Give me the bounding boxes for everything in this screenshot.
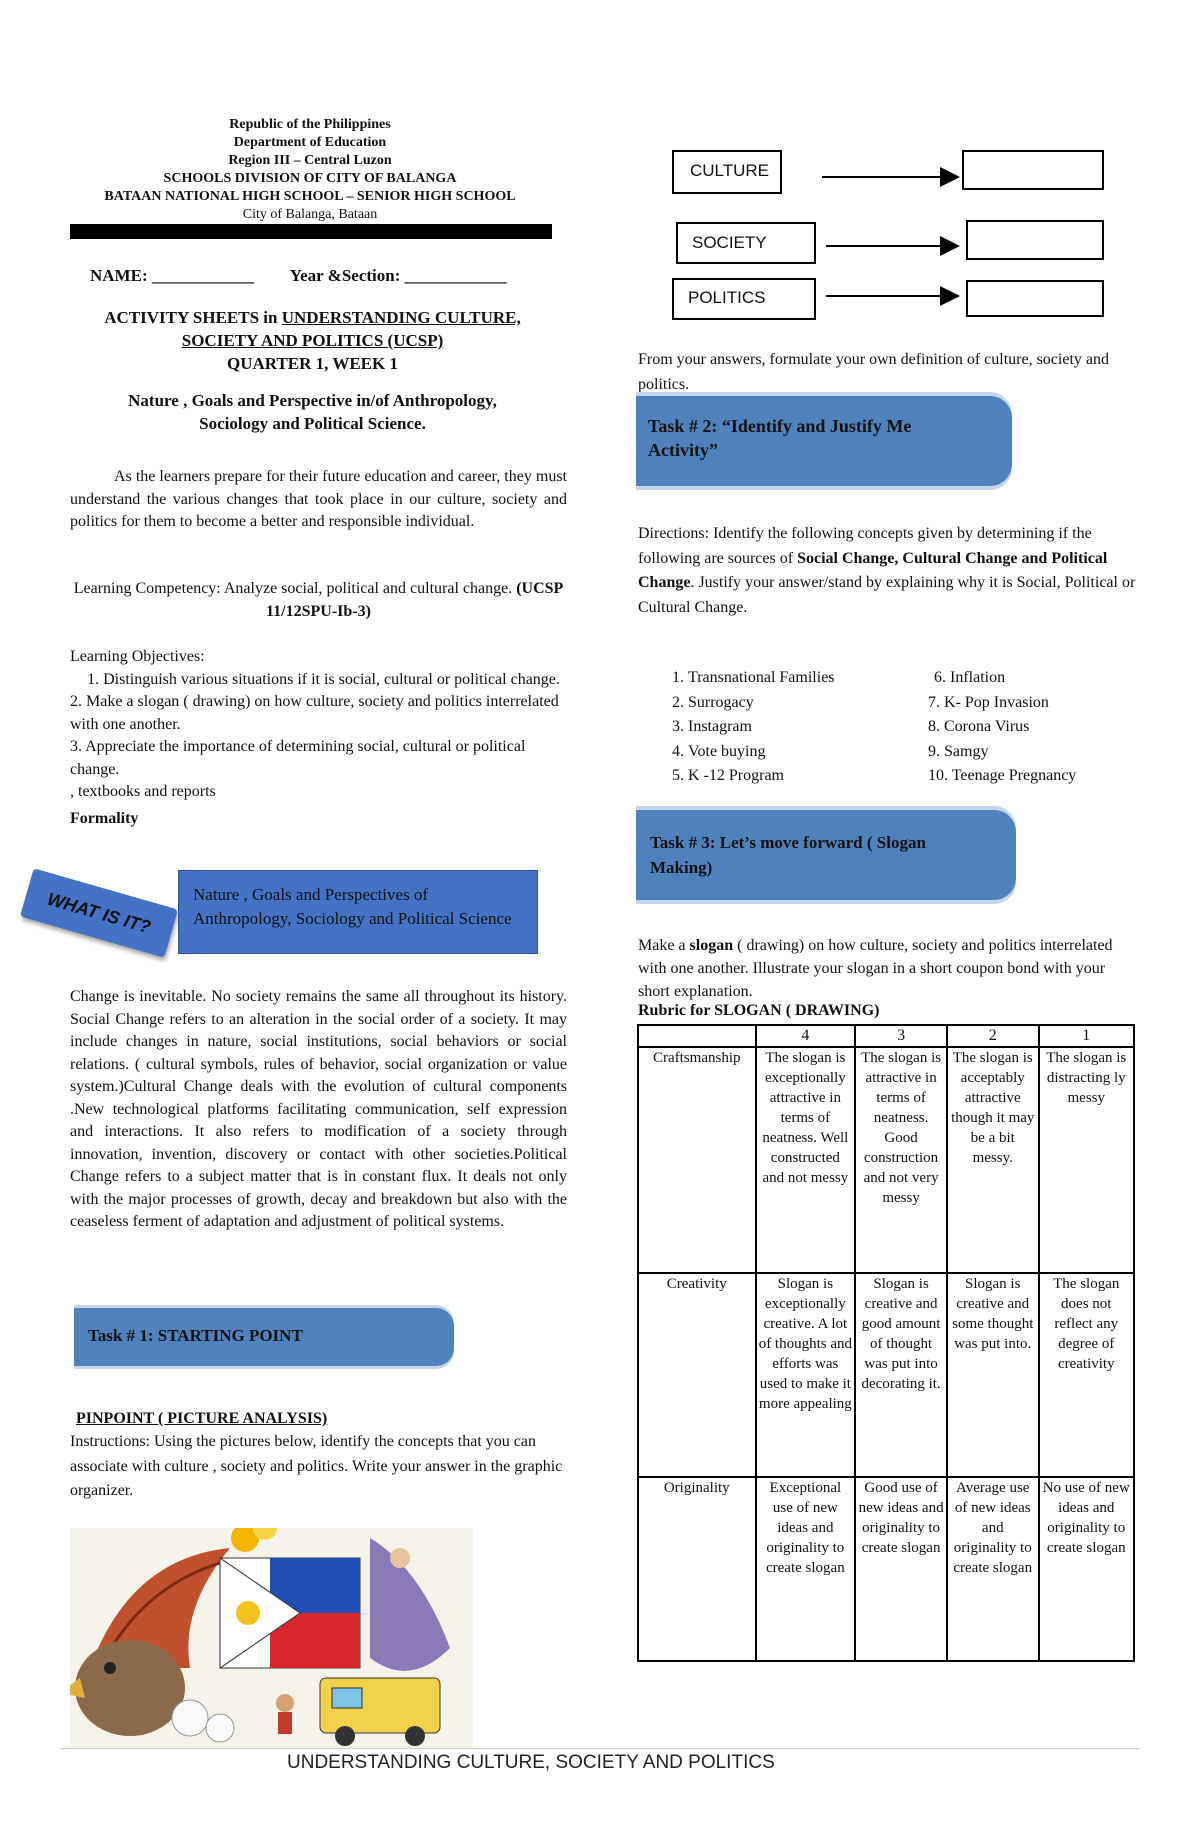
definition-prompt: From your answers, formulate your own definition of culture, society and politics.: [638, 351, 1109, 393]
rubric-table: [637, 1024, 1135, 1662]
concept-item: 7. K- Pop Invasion: [928, 693, 1049, 711]
header-line: Department of Education: [233, 135, 387, 150]
header-line: City of Balanga, Bataan: [242, 207, 378, 222]
concept-item: 5. K -12 Program: [688, 764, 928, 789]
rubric-cell: Slogan is creative and good amount of thought was put into decorating it.: [855, 1273, 947, 1477]
rubric-header-cell: 2: [947, 1025, 1039, 1047]
concept-item: 3. Instagram: [688, 715, 928, 740]
task3-banner: [636, 810, 1016, 900]
rubric-cell: The slogan is exceptionally attractive in terms of neatness. Well constructed and not messy: [756, 1047, 856, 1273]
instruction-prefix: Make a: [638, 937, 690, 954]
instruction-suffix: ( drawing) on how culture, society and politics interrelated with one another. Illustrate your slogan in a short coupon bond with your short explanation.: [638, 937, 1113, 1000]
change-paragraph: Change is inevitable. No society remains the same all throughout its history. Social Change refers to an alteration in the social order of a society. It may include changes in nature, social institutions, social behaviors or social relations. ( cultural symbols, rules of behavior, social organization or value system.)Cultural Change deals with the evolution of cultural components .New technological platforms facilitating communication, self expression and interactions. It also refers to modification of a society through innovation, invention, discovery or contact with other societies.Political Change refers to a subject matter that is in constant flux. It deals not only with the major processes of growth, decay and breakdown but also with the ceaseless ferment of adaptation and adjustment of political systems.: [70, 988, 567, 1230]
title-underlined: UNDERSTANDING CULTURE,: [281, 308, 521, 327]
objective-item: 2. Make a slogan ( drawing) on how culture, society and politics interrelated with one another.: [70, 693, 559, 733]
concept-item: 8. Corona Virus: [928, 718, 1030, 735]
formality-label: Formality: [70, 809, 139, 827]
rubric-header-row: [638, 1025, 1134, 1047]
header-line: Region III – Central Luzon: [228, 153, 392, 168]
title-line2: SOCIETY AND POLITICS (UCSP): [181, 331, 444, 350]
footer-rule: [60, 1748, 1140, 1749]
rubric-row: [638, 1273, 1134, 1477]
politics-answer-box[interactable]: [966, 280, 1104, 317]
footer-text: UNDERSTANDING CULTURE, SOCIETY AND POLITICS: [287, 1752, 775, 1773]
culture-answer-box[interactable]: [962, 150, 1104, 190]
rubric-cell: The slogan does not reflect any degree of creativity: [1039, 1273, 1134, 1477]
year-section-field-label[interactable]: Year &Section: ____________: [289, 266, 507, 285]
concept-item: 6. Inflation: [934, 669, 1006, 686]
rubric-cell: Slogan is exceptionally creative. A lot of thoughts and efforts was used to make it more appealing: [756, 1273, 856, 1477]
header-line: SCHOOLS DIVISION OF CITY OF BALANGA: [163, 171, 457, 186]
rubric-criterion: Originality: [638, 1477, 756, 1661]
topic-line1: Nature , Goals and Perspective in/of Anthropology,: [128, 391, 497, 410]
society-answer-box[interactable]: [966, 220, 1104, 260]
rubric-cell: Good use of new ideas and originality to create slogan: [855, 1477, 947, 1661]
culture-label: CULTURE: [690, 161, 770, 180]
rubric-cell: The slogan is attractive in terms of neatness. Good construction and not very messy: [855, 1047, 947, 1273]
rubric-header-cell: 1: [1039, 1025, 1134, 1047]
directions-bold: Social Change, Cultural Change and Political Change: [638, 549, 1108, 591]
learning-objectives: [70, 646, 567, 830]
task1-instructions: Instructions: Using the pictures below, identify the concepts that you can associate with culture , society and politics. Write your answer in the graphic organizer.: [70, 1433, 563, 1499]
directions-suffix: . Justify your answer/stand by explaining why it is Social, Political or Cultural Change.: [638, 574, 1136, 616]
directions-prefix: Directions: Identify the following concepts given by determining if the following are sources of: [638, 525, 1092, 567]
title-quarter: QUARTER 1, WEEK 1: [226, 354, 398, 373]
rubric-cell: The slogan is acceptably attractive though it may be a bit messy.: [947, 1047, 1039, 1273]
what-is-it-box: [178, 870, 538, 954]
objectives-label: Learning Objectives:: [70, 648, 205, 665]
task2-banner-text: Task # 2: “Identify and Justify Me Activity”: [648, 416, 912, 460]
topic-line2: Sociology and Political Science.: [199, 414, 426, 433]
concept-item: 10. Teenage Pregnancy: [928, 767, 1077, 784]
rubric-cell: No use of new ideas and originality to create slogan: [1039, 1477, 1134, 1661]
society-label: SOCIETY: [692, 233, 767, 252]
task1-banner: [74, 1308, 454, 1366]
header-line: BATAAN NATIONAL HIGH SCHOOL – SENIOR HIGH SCHOOL: [104, 189, 516, 204]
rubric-cell: Slogan is creative and some thought was put into.: [947, 1273, 1039, 1477]
what-is-it-box-text: Nature , Goals and Perspectives of Anthropology, Sociology and Political Science: [193, 885, 512, 928]
objective-item: 3. Appreciate the importance of determining social, cultural or political change.: [70, 738, 526, 778]
concept-item: 9. Samgy: [928, 742, 989, 760]
title-prefix: ACTIVITY SHEETS in: [104, 308, 282, 327]
politics-label: POLITICS: [688, 288, 766, 307]
what-is-it-badge: [20, 868, 178, 957]
header-line: Republic of the Philippines: [229, 117, 391, 132]
task3-instruction: [638, 934, 1138, 1003]
task2-directions: [638, 522, 1138, 620]
rubric-header-cell: 3: [855, 1025, 947, 1047]
rubric-row: [638, 1047, 1134, 1273]
rubric-header-cell: 4: [756, 1025, 856, 1047]
rubric-cell: The slogan is distracting ly messy: [1039, 1047, 1134, 1273]
concept-item: 1. Transnational Families: [688, 666, 928, 691]
culture-illustration: [70, 1528, 473, 1748]
competency-code: (UCSP 11/12SPU-Ib-3): [266, 580, 564, 620]
rubric-cell: Average use of new ideas and originality to create slogan: [947, 1477, 1039, 1661]
pinpoint-heading: PINPOINT ( PICTURE ANALYSIS): [76, 1410, 328, 1427]
rubric-title: Rubric for SLOGAN ( DRAWING): [638, 1002, 880, 1019]
objective-item: , textbooks and reports: [70, 783, 216, 800]
rubric-criterion: Craftsmanship: [638, 1047, 756, 1273]
task2-banner: [636, 396, 1012, 486]
competency-label: Learning Competency: Analyze social, political and cultural change.: [73, 580, 517, 597]
rubric-row: [638, 1477, 1134, 1661]
name-field-label[interactable]: NAME: ____________: [90, 266, 254, 285]
instruction-bold: slogan: [689, 937, 734, 954]
task1-subhead: [76, 1408, 327, 1431]
objective-item: 1. Distinguish various situations if it is social, cultural or political change.: [87, 670, 560, 688]
rubric-header-cell: [638, 1025, 756, 1047]
concepts-list-right: [928, 666, 1076, 789]
what-is-it-text: WHAT IS IT?: [44, 888, 154, 938]
rubric-cell: Exceptional use of new ideas and originality to create slogan: [756, 1477, 856, 1661]
rubric-criterion: Creativity: [638, 1273, 756, 1477]
concepts-list-left: [650, 666, 928, 789]
task3-banner-text: Task # 3: Let’s move forward ( Slogan Making): [650, 833, 926, 877]
learning-competency: [70, 578, 567, 623]
concept-item: 2. Surrogacy: [688, 691, 928, 716]
intro-paragraph: As the learners prepare for their future education and career, they must understand the various changes that took place in our culture, society and politics for them to become a better and responsible individual.: [70, 468, 567, 530]
task1-banner-text: Task # 1: STARTING POINT: [88, 1326, 303, 1345]
concept-item: 4. Vote buying: [688, 740, 928, 765]
